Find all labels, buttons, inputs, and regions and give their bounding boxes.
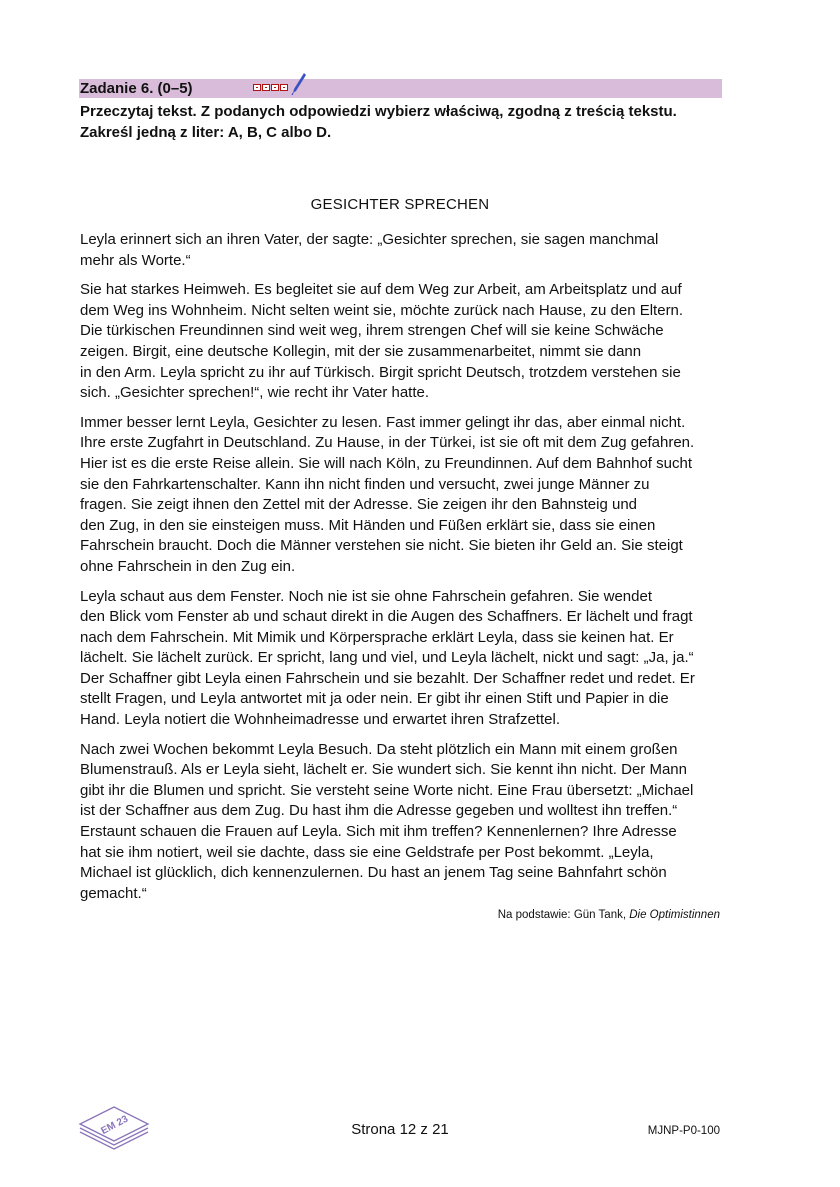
text-line: Nach zwei Wochen bekommt Leyla Besuch. Da steht plötzlich ein Mann mit einem großen bbox=[80, 740, 678, 758]
text-line: sich. „Gesichter sprechen!“, wie recht ihr Vater hatte. bbox=[80, 384, 430, 402]
text-line: Hier ist es die erste Reise allein. Sie will nach Köln, zu Freundinnen. Auf dem Bahnhof sucht bbox=[80, 454, 692, 472]
text-line: hat sie ihm notiert, weil sie dachte, dass sie eine Geldstrafe per Post bekommt. „Leyla, bbox=[80, 843, 654, 861]
paragraph bbox=[80, 587, 722, 731]
text-line: Leyla erinnert sich an ihren Vater, der sagte: „Gesichter sprechen, sie sagen manchmal bbox=[80, 231, 659, 248]
source-prefix: Na podstawie: Gün Tank, bbox=[497, 909, 630, 921]
text-line: Michael ist glücklich, dich kennenzulernen. Du hast an jenem Tag seine Bahnfahrt schön bbox=[80, 864, 667, 882]
text-line: Sie hat starkes Heimweh. Es begleitet sie auf dem Weg zur Arbeit, am Arbeitsplatz und auf bbox=[80, 281, 682, 299]
task-icons bbox=[253, 72, 313, 96]
text-line: Die türkischen Freundinnen sind weit weg, ihrem strengen Chef will sie keine Schwäche bbox=[80, 322, 664, 340]
text-line: den Zug, in den sie einsteigen muss. Mit Händen und Füßen erklärt sie, dass sie einen bbox=[80, 516, 656, 534]
text-line: Erstaunt schauen die Frauen auf Leyla. Sich mit ihm treffen? Kennenlernen? Ihre Adresse bbox=[80, 823, 677, 841]
text-line: lächelt. Sie lächelt zurück. Er spricht, lang und viel, und Leyla lächelt, nickt und sagt: „Ja, ja.“ bbox=[80, 649, 694, 667]
text-line: Fahrschein braucht. Doch die Männer verstehen sie nicht. Sie bieten ihr Geld an. Sie steigt bbox=[80, 537, 683, 555]
paragraph bbox=[80, 280, 722, 404]
logo-text: EM 23 bbox=[99, 1113, 131, 1137]
pen-icon bbox=[291, 72, 307, 96]
paragraph bbox=[80, 230, 722, 271]
text-line: Ihre erste Zugfahrt in Deutschland. Zu Hause, in der Türkei, ist sie oft mit dem Zug gefahren. bbox=[80, 434, 695, 452]
source-title: Die Optimistinnen bbox=[629, 909, 720, 921]
text-line: gibt ihr die Blumen und spricht. Sie versteht seine Worte nicht. Eine Frau übersetzt: „Michael bbox=[80, 781, 694, 799]
source-citation bbox=[498, 907, 720, 923]
text-line: mehr als Worte.“ bbox=[80, 251, 191, 269]
text-line: ohne Fahrschein in den Zug ein. bbox=[80, 557, 296, 575]
text-line: ist der Schaffner aus dem Zug. Du hast ihm die Adresse gegeben und wolltest ihn treffen.“ bbox=[80, 802, 678, 820]
text-line: nach dem Fahrschein. Mit Mimik und Körpersprache erklärt Leyla, dass sie keinen hat. Er bbox=[80, 628, 674, 646]
text-line: in den Arm. Leyla spricht zu ihr auf Türkisch. Birgit spricht Deutsch, trotzdem verstehen sie bbox=[80, 363, 681, 381]
paragraph bbox=[80, 740, 722, 905]
text-line: stellt Fragen, und Leyla antwortet mit ja oder nein. Er gibt ihr einen Stift und Papier in die bbox=[80, 690, 669, 708]
text-line: fragen. Sie zeigt ihnen den Zettel mit der Adresse. Sie zeigen ihr den Bahnsteig und bbox=[80, 496, 638, 514]
text-line: zeigen. Birgit, eine deutsche Kollegin, mit der sie zusammenarbeitet, nimmt sie dann bbox=[80, 342, 642, 360]
text-line: Leyla schaut aus dem Fenster. Noch nie ist sie ohne Fahrschein gefahren. Sie wendet bbox=[80, 587, 652, 605]
text-line: gemacht.“ bbox=[80, 884, 147, 902]
text-line: Der Schaffner gibt Leyla einen Fahrschein und sie bezahlt. Der Schaffner redet und redet. Er bbox=[80, 669, 695, 687]
text-line: den Blick vom Fenster ab und schaut direkt in die Augen des Schaffners. Er lächelt und fragt bbox=[80, 608, 693, 626]
instruction-line: Przeczytaj tekst. Z podanych odpowiedzi wybierz właściwą, zgodną z treścią tekstu. bbox=[80, 103, 677, 120]
task-title: Zadanie 6. (0–5) bbox=[80, 80, 193, 97]
checkbox-icon bbox=[262, 84, 270, 91]
text-line: dem Weg ins Wohnheim. Nicht selten weint sie, möchte zurück nach Hause, zu den Eltern. bbox=[80, 301, 684, 319]
article-body bbox=[80, 230, 722, 913]
article-title: GESICHTER SPRECHEN bbox=[310, 196, 490, 213]
text-line: Immer besser lernt Leyla, Gesichter zu lesen. Fast immer gelingt ihr das, aber einmal nicht. bbox=[80, 413, 686, 431]
paragraph bbox=[80, 413, 722, 578]
checkbox-icon bbox=[253, 84, 261, 91]
text-line: sie den Fahrkartenschalter. Kann ihn nicht finden und versucht, zwei junge Männer zu bbox=[80, 475, 650, 493]
page-number: Strona 12 z 21 bbox=[351, 1121, 449, 1138]
text-line: Hand. Leyla notiert die Wohnheimadresse und erwartet ihren Strafzettel. bbox=[80, 711, 560, 729]
task-instruction bbox=[80, 101, 730, 143]
exam-code: MJNP-P0-100 bbox=[647, 1125, 720, 1137]
checkbox-icon bbox=[271, 84, 279, 91]
instruction-line: Zakreśl jedną z liter: A, B, C albo D. bbox=[80, 124, 332, 141]
checkbox-icon bbox=[280, 84, 288, 91]
text-line: Blumenstrauß. Als er Leyla sieht, lächelt er. Sie wundert sich. Sie kennt ihn nicht. Der Mann bbox=[80, 761, 687, 779]
